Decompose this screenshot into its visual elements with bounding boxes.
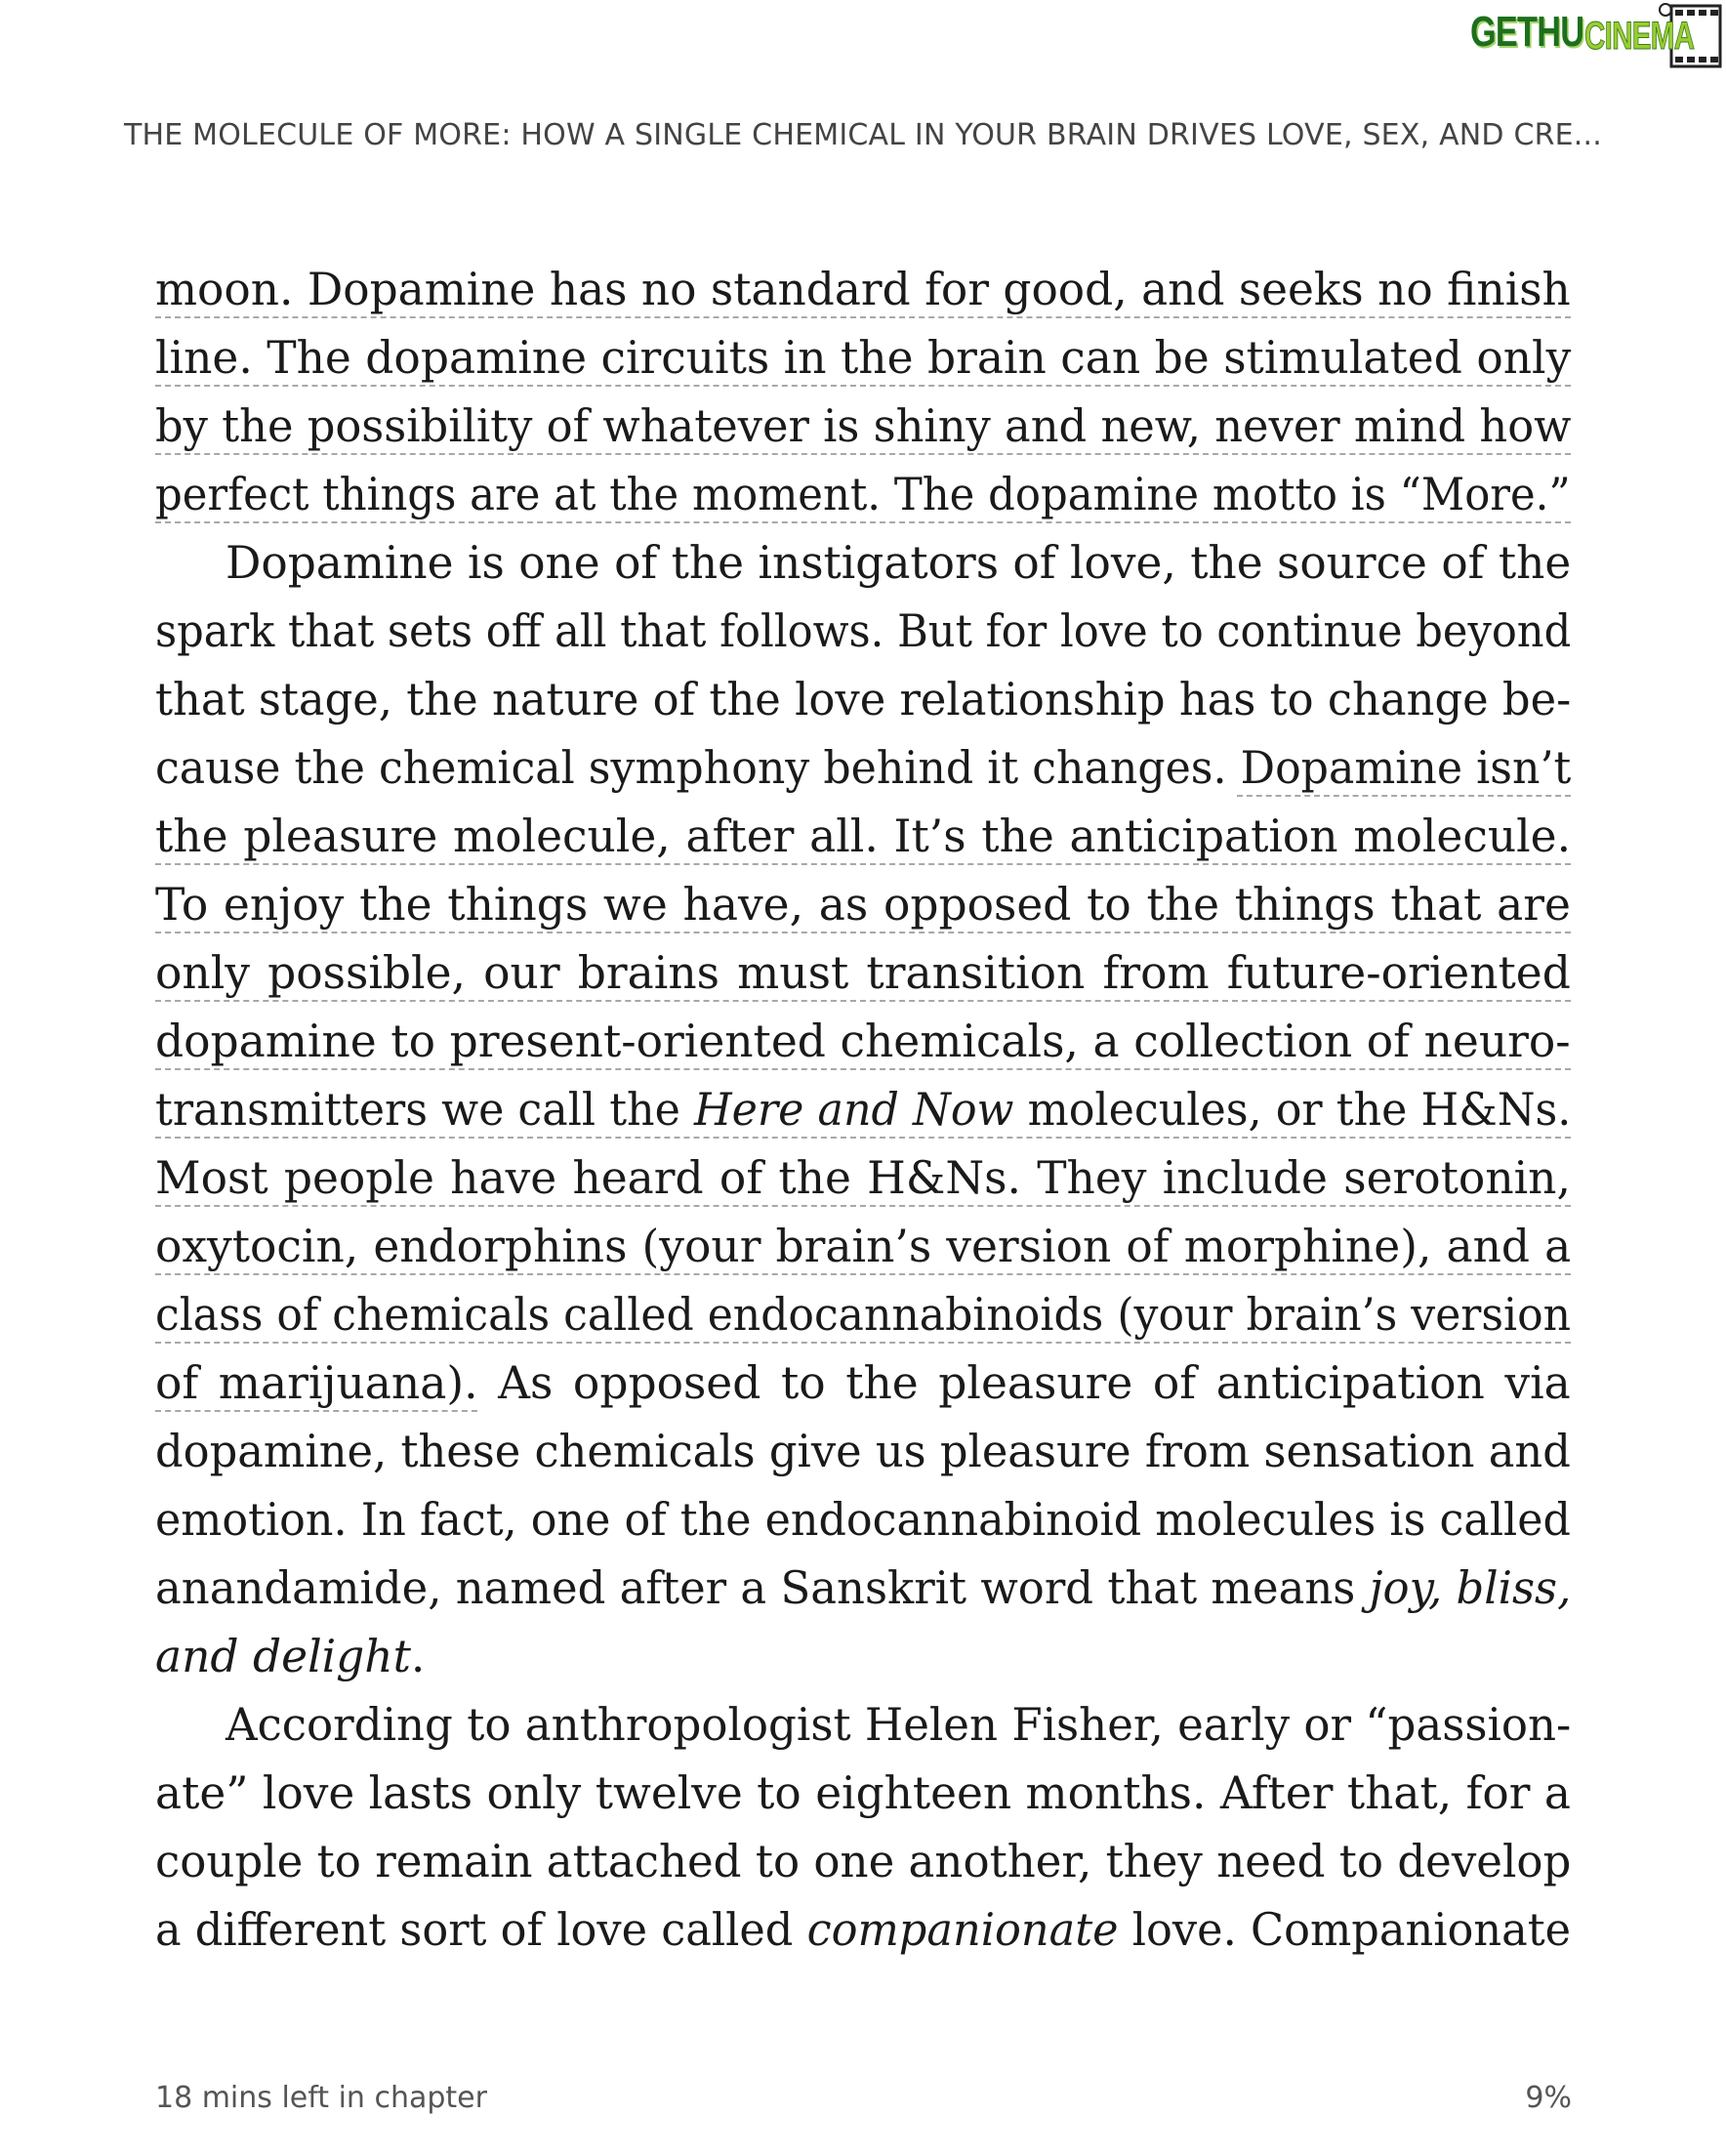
- highlight-underline: [1237, 795, 1571, 797]
- highlight-underline: [155, 1068, 1571, 1070]
- highlight-underline: [155, 1273, 1571, 1275]
- text-line: spark that sets off all that follows. But for love to continue beyond: [155, 605, 1572, 657]
- highlight-underline: [155, 1342, 1571, 1344]
- highlight-underline: [155, 1410, 477, 1412]
- text-line: that stage, the nature of the love relationship has to change be-: [155, 674, 1572, 726]
- text-line: anandamide, named after a Sanskrit word that means joy, bliss,: [155, 1562, 1572, 1614]
- text-line: To enjoy the things we have, as opposed to the things that are: [155, 871, 1571, 939]
- text-line: only possible, our brains must transition from future-oriented: [155, 939, 1571, 1008]
- text-line: by the possibility of whatever is shiny and new, never mind how: [155, 393, 1571, 461]
- reading-page[interactable]: [155, 256, 1571, 1965]
- text-line: perfect things are at the moment. The dopamine motto is “More.”: [155, 461, 1571, 529]
- text-line: moon. Dopamine has no standard for good, and seeks no finish: [155, 256, 1571, 324]
- text-line: of marijuana). As opposed to the pleasure of anticipation via: [155, 1349, 1571, 1418]
- text-line: oxytocin, endorphins (your brain’s version of morphine), and a: [155, 1213, 1571, 1281]
- highlight-underline: [155, 385, 1571, 387]
- text-line: and delight.: [155, 1631, 426, 1682]
- highlight-underline: [155, 521, 1571, 523]
- text-line: cause the chemical symphony behind it changes. Dopamine isn’t: [155, 734, 1571, 803]
- highlight-underline: [155, 863, 1571, 865]
- text-line: couple to remain attached to one another, they need to develop: [155, 1836, 1572, 1887]
- highlight-underline: [155, 932, 1571, 933]
- text-line: ate” love lasts only twelve to eighteen months. After that, for a: [155, 1767, 1571, 1819]
- text-line: According to anthropologist Helen Fisher, early or “passion-: [226, 1699, 1572, 1751]
- time-left-in-chapter[interactable]: 18 mins left in chapter: [155, 2081, 487, 2115]
- text-line: Dopamine is one of the instigators of love, the source of the: [226, 537, 1572, 589]
- highlight-underline: [155, 316, 1571, 318]
- highlight-underline: [155, 453, 1571, 455]
- text-line: a different sort of love called companionate love. Companionate: [155, 1904, 1572, 1956]
- highlight-underline: [155, 1137, 1571, 1139]
- book-title-header[interactable]: THE MOLECULE OF MORE: HOW A SINGLE CHEMICAL IN YOUR BRAIN DRIVES LOVE, SEX, AND CRE...: [123, 118, 1603, 152]
- highlight-underline: [155, 1205, 1571, 1207]
- text-line: Most people have heard of the H&Ns. They include serotonin,: [155, 1144, 1571, 1213]
- text-line: dopamine, these chemicals give us pleasure from sensation and: [155, 1426, 1571, 1477]
- text-line: dopamine to present-oriented chemicals, a collection of neuro-: [155, 1008, 1571, 1076]
- text-line: transmitters we call the Here and Now molecules, or the H&Ns.: [155, 1076, 1571, 1144]
- text-line: class of chemicals called endocannabinoids (your brain’s version: [155, 1281, 1571, 1349]
- text-line: emotion. In fact, one of the endocannabinoid molecules is called: [155, 1494, 1571, 1546]
- watermark-text-gethu: GETHU: [1470, 8, 1584, 56]
- text-line: the pleasure molecule, after all. It’s the anticipation molecule.: [155, 803, 1571, 871]
- watermark-text-cinema: CINEMA: [1584, 15, 1695, 58]
- watermark-logo: [1462, 0, 1726, 74]
- highlight-underline: [155, 1000, 1571, 1002]
- text-line: line. The dopamine circuits in the brain can be stimulated only: [155, 324, 1571, 393]
- reading-progress-percent[interactable]: 9%: [1525, 2081, 1572, 2115]
